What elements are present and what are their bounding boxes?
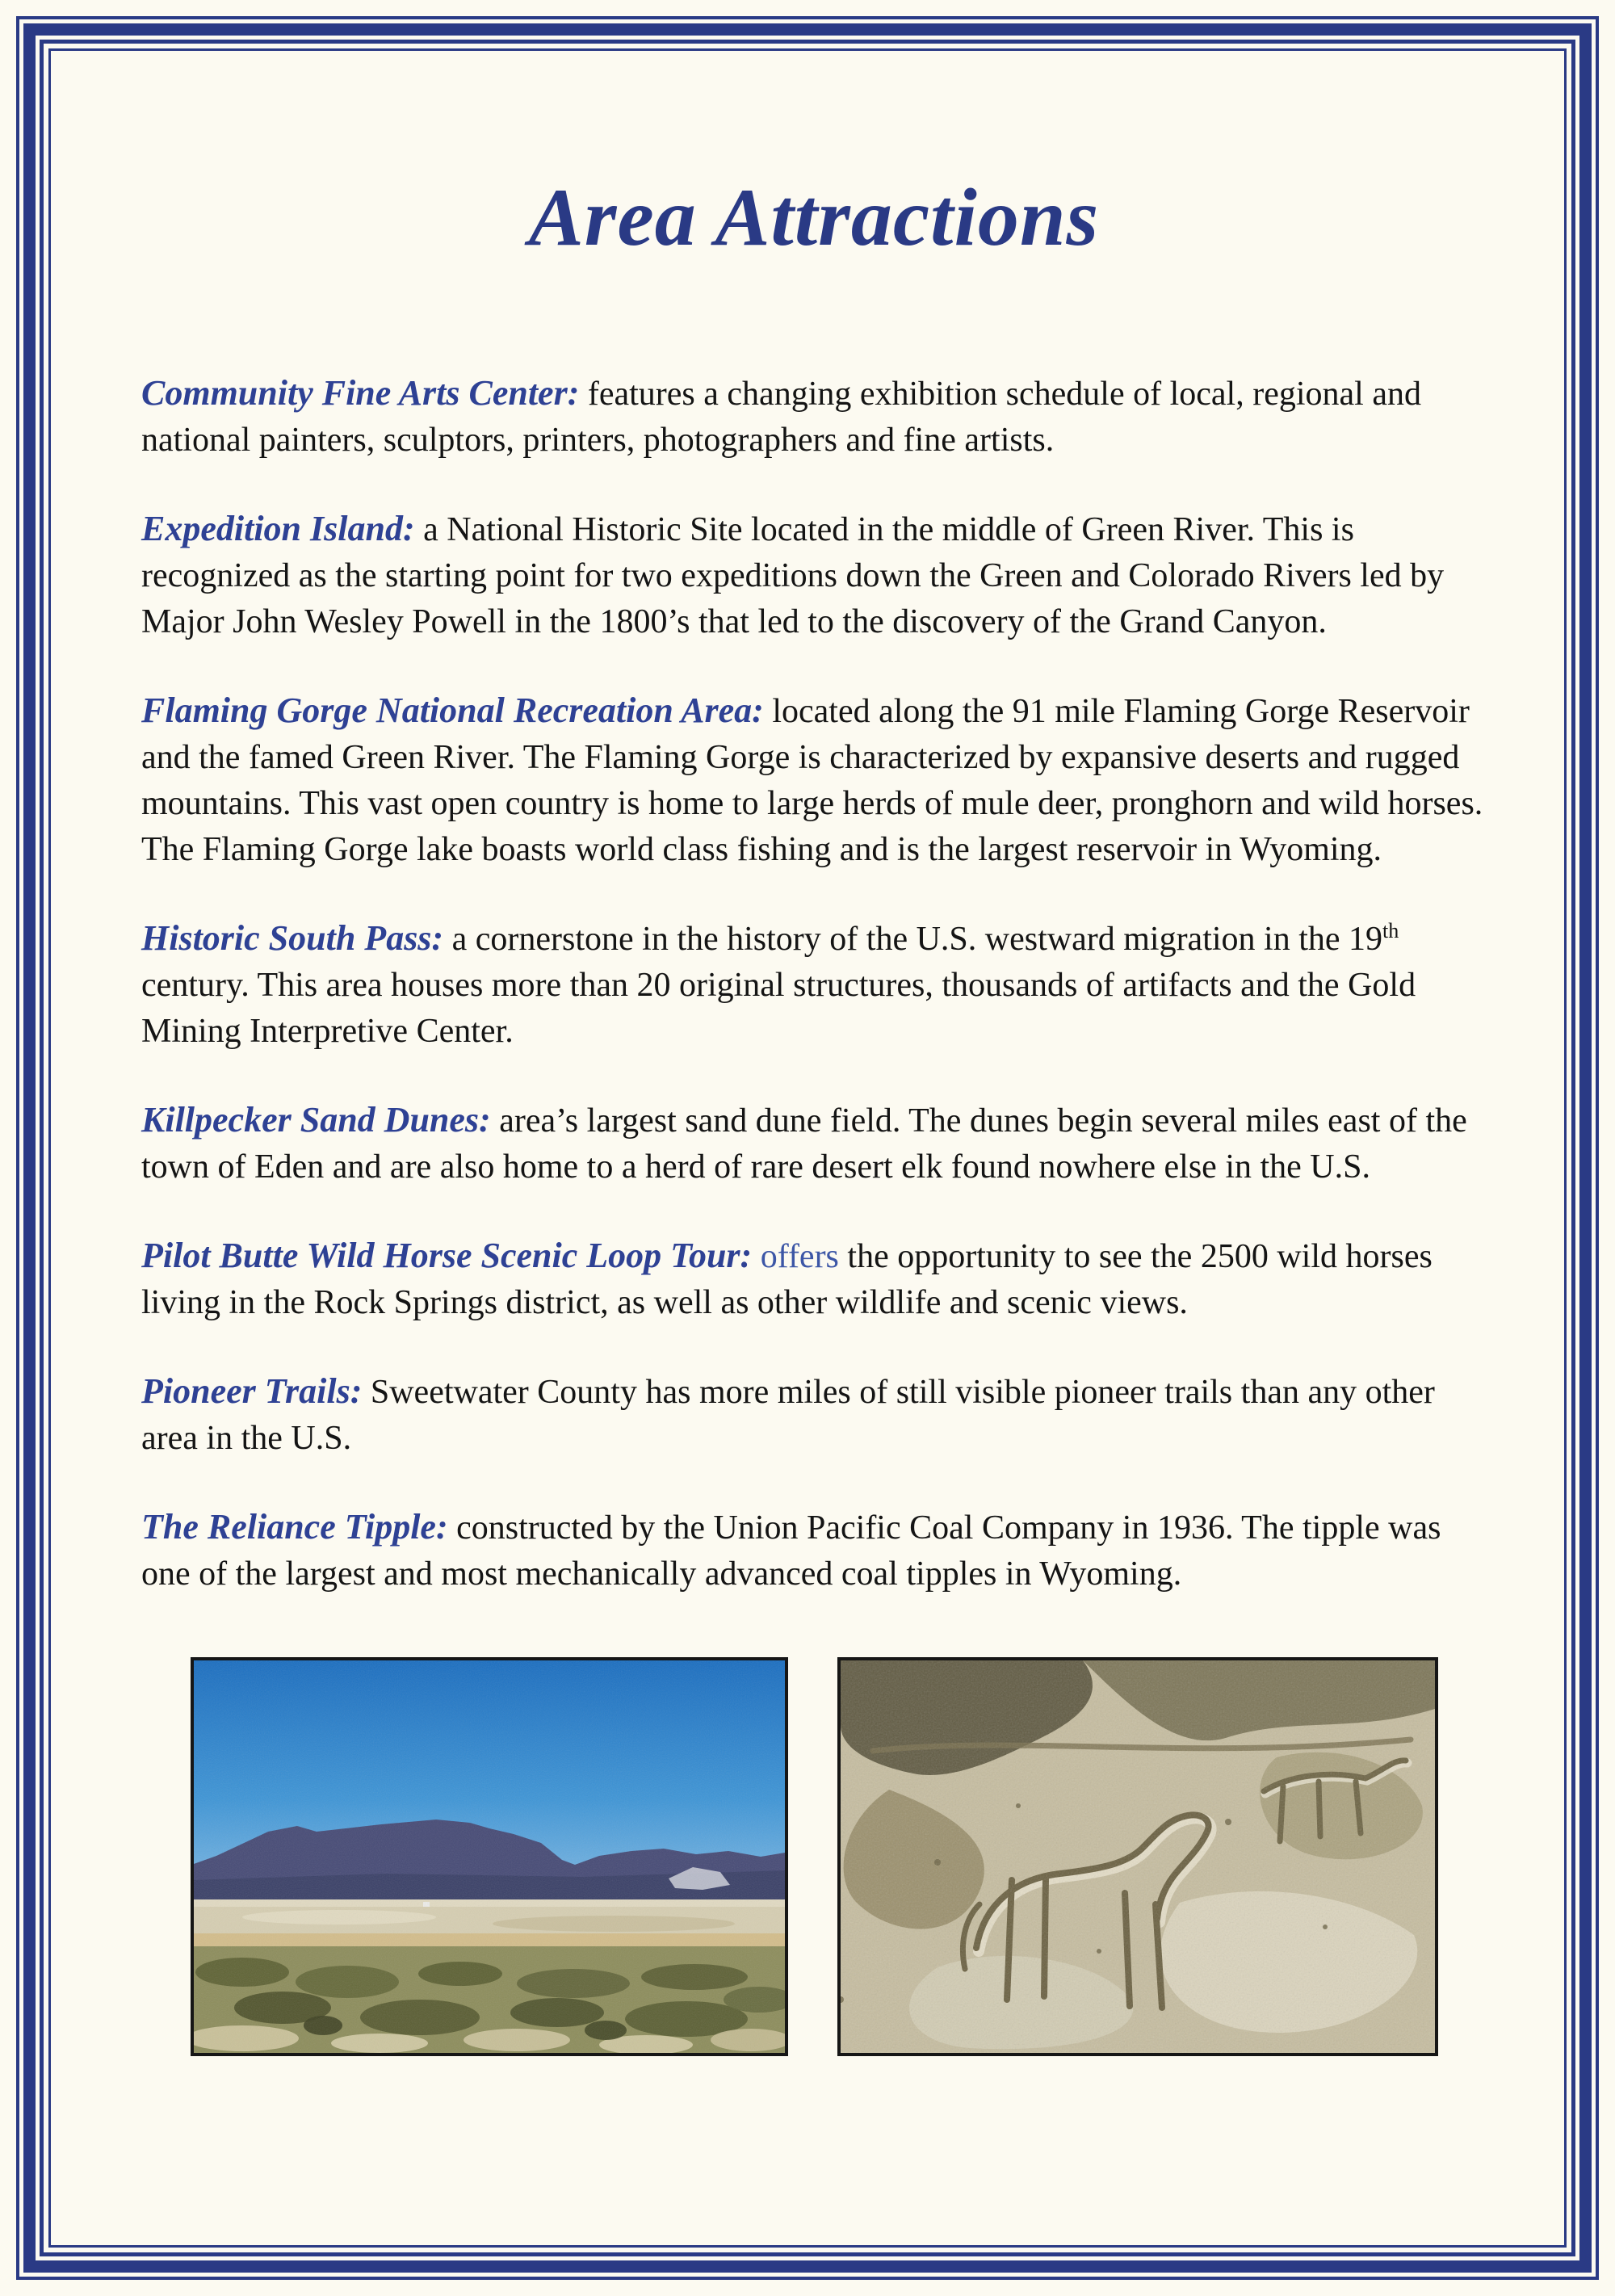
attraction-entry-flaming-gorge [141,687,1487,873]
desert-landscape-photo [191,1657,788,2056]
attraction-entry-killpecker-sand-dunes [141,1097,1487,1190]
petroglyph-photo [837,1657,1438,2056]
attraction-entry-pioneer-trails [141,1368,1487,1462]
attraction-lead-blue: offers [752,1238,839,1276]
attraction-body: located along the 91 mile Flaming Gorge Reservoir and the famed Green River. The Flaming Gorge is characterized by expansive deserts and rugged mountains. This vast open country is home to large herds of mule deer, pronghorn and wild horses. The Flaming Gorge lake boasts world class fishing and is the largest reservoir in Wyoming. [141,693,1483,869]
attraction-entry-pilot-butte [141,1232,1487,1326]
page-border-outer-line [16,16,1599,2280]
attraction-heading: Expedition Island: [141,509,415,549]
attraction-body: a National Historic Site located in the middle of Green River. This is recognized as the starting point for two expeditions down the Green and Colorado Rivers led by Major John Wesley Powell in the 1800’s that led to the discovery of the Grand Canyon. [141,511,1445,641]
page-border-inner-line [40,40,1575,2256]
attraction-body: the opportunity to see the 2500 wild horses living in the Rock Springs district, as well as other wildlife and scenic views. [141,1238,1433,1322]
attraction-entry-historic-south-pass [141,915,1487,1055]
attraction-entry-reliance-tipple [141,1504,1487,1597]
attraction-heading: Historic South Pass: [141,918,444,959]
attraction-heading: Pioneer Trails: [141,1371,363,1412]
attraction-body: features a changing exhibition schedule of local, regional and national painters, sculptors, printers, photographers and fine artists. [141,376,1421,460]
attraction-body: area’s largest sand dune field. The dunes begin several miles east of the town of Eden and are also home to a herd of rare desert elk found nowhere else in the U.S. [141,1102,1467,1186]
page-title: Area Attractions [528,172,1100,263]
attraction-superscript: th [1382,919,1399,943]
attraction-entry-expedition-island [141,506,1487,645]
attraction-body: constructed by the Union Pacific Coal Company in 1936. The tipple was one of the largest and most mechanically advanced coal tipples in Wyoming. [141,1509,1441,1593]
attraction-heading: Flaming Gorge National Recreation Area: [141,690,764,731]
attraction-body: a cornerstone in the history of the U.S. westward migration in the 19 [443,921,1383,959]
page-border-band [23,23,1592,2273]
photos-row [141,1657,1487,2056]
page-content [51,51,1564,2245]
attraction-body: century. This area houses more than 20 original structures, thousands of artifacts and the Gold Mining Interpretive Center. [141,967,1416,1051]
attraction-heading: Community Fine Arts Center: [141,373,580,413]
page-border-hairline [48,48,1567,2248]
attraction-heading: The Reliance Tipple: [141,1507,448,1547]
attraction-heading: Pilot Butte Wild Horse Scenic Loop Tour: [141,1236,753,1276]
attraction-entry-community-fine-arts [141,370,1487,464]
attraction-body: Sweetwater County has more miles of still visible pioneer trails than any other area in the U.S. [141,1374,1435,1458]
attraction-heading: Killpecker Sand Dunes: [141,1100,491,1140]
